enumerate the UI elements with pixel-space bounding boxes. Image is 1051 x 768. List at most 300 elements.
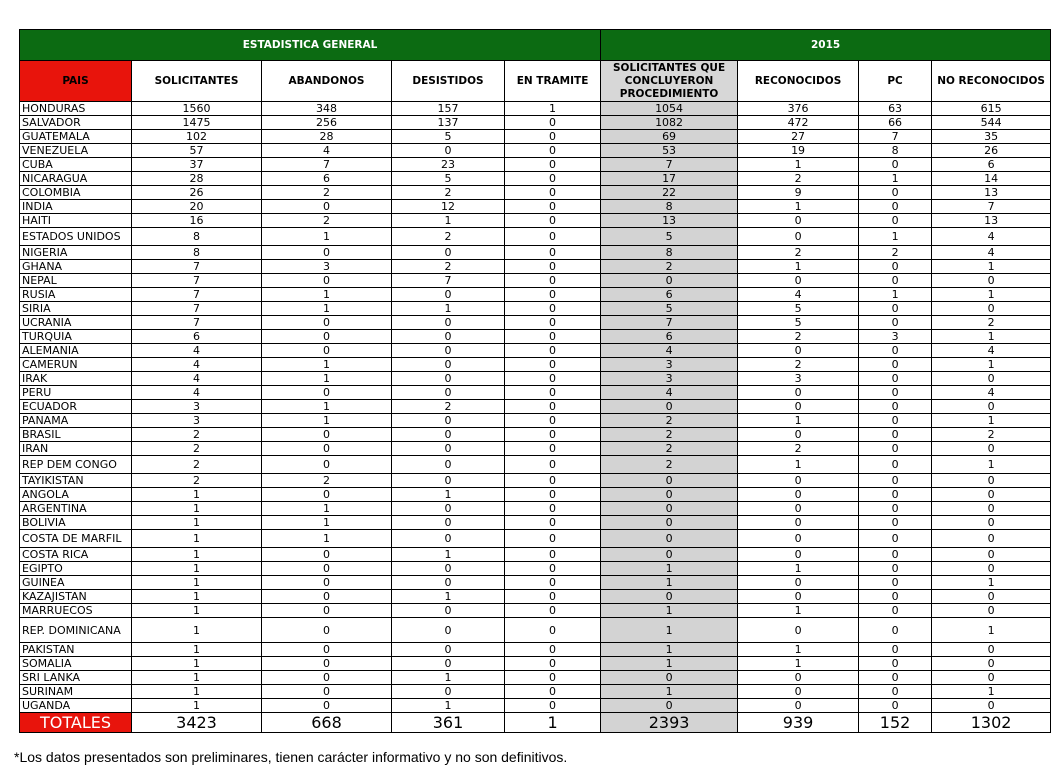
value-cell: 0 [262, 576, 392, 590]
value-cell: 0 [859, 186, 932, 200]
value-cell: 8 [601, 200, 738, 214]
value-cell: 0 [738, 474, 859, 488]
value-cell: 1 [392, 302, 505, 316]
table-row [20, 562, 1051, 576]
value-cell: 3 [601, 358, 738, 372]
value-cell: 0 [601, 516, 738, 530]
value-cell: 0 [505, 548, 601, 562]
value-cell: 4 [932, 246, 1051, 260]
country-cell: PANAMA [20, 414, 132, 428]
value-cell: 0 [505, 562, 601, 576]
value-cell: 2 [132, 474, 262, 488]
country-cell: HONDURAS [20, 102, 132, 116]
country-cell: GUINEA [20, 576, 132, 590]
value-cell: 0 [262, 200, 392, 214]
value-cell: 2 [738, 246, 859, 260]
value-cell: 0 [859, 456, 932, 474]
value-cell: 26 [932, 144, 1051, 158]
table-row [20, 442, 1051, 456]
value-cell: 7 [132, 288, 262, 302]
table-row [20, 671, 1051, 685]
value-cell: 0 [505, 344, 601, 358]
table-row [20, 414, 1051, 428]
table-row [20, 699, 1051, 713]
value-cell: 7 [132, 274, 262, 288]
col-header-desistidos: DESISTIDOS [392, 61, 505, 102]
value-cell: 20 [132, 200, 262, 214]
value-cell: 0 [738, 488, 859, 502]
value-cell: 26 [132, 186, 262, 200]
table-row [20, 274, 1051, 288]
value-cell: 1 [932, 358, 1051, 372]
value-cell: 0 [932, 657, 1051, 671]
value-cell: 0 [505, 502, 601, 516]
value-cell: 28 [132, 172, 262, 186]
value-cell: 1 [738, 643, 859, 657]
value-cell: 0 [392, 685, 505, 699]
value-cell: 0 [601, 502, 738, 516]
value-cell: 0 [505, 316, 601, 330]
value-cell: 0 [392, 358, 505, 372]
value-cell: 6 [132, 330, 262, 344]
value-cell: 1 [601, 562, 738, 576]
value-cell: 544 [932, 116, 1051, 130]
value-cell: 0 [505, 214, 601, 228]
value-cell: 0 [859, 372, 932, 386]
value-cell: 1 [505, 102, 601, 116]
value-cell: 0 [738, 576, 859, 590]
country-cell: COSTA RICA [20, 548, 132, 562]
value-cell: 0 [738, 344, 859, 358]
value-cell: 27 [738, 130, 859, 144]
value-cell: 2 [132, 456, 262, 474]
value-cell: 0 [859, 502, 932, 516]
value-cell: 0 [932, 488, 1051, 502]
country-cell: RUSIA [20, 288, 132, 302]
table-row [20, 590, 1051, 604]
value-cell: 0 [859, 158, 932, 172]
value-cell: 1 [262, 288, 392, 302]
value-cell: 0 [601, 590, 738, 604]
value-cell: 0 [859, 316, 932, 330]
value-cell: 1475 [132, 116, 262, 130]
value-cell: 1 [859, 228, 932, 246]
value-cell: 2 [601, 428, 738, 442]
value-cell: 2 [738, 442, 859, 456]
value-cell: 0 [859, 576, 932, 590]
value-cell: 0 [932, 302, 1051, 316]
value-cell: 0 [262, 657, 392, 671]
value-cell: 0 [932, 604, 1051, 618]
value-cell: 2 [601, 456, 738, 474]
value-cell: 0 [505, 400, 601, 414]
value-cell: 69 [601, 130, 738, 144]
value-cell: 2 [932, 428, 1051, 442]
value-cell: 1 [738, 200, 859, 214]
col-header-abandonos: ABANDONOS [262, 61, 392, 102]
column-header-row [20, 61, 1051, 102]
value-cell: 4 [262, 144, 392, 158]
country-cell: HAITI [20, 214, 132, 228]
value-cell: 0 [932, 372, 1051, 386]
table-row [20, 372, 1051, 386]
value-cell: 6 [932, 158, 1051, 172]
value-cell: 0 [505, 288, 601, 302]
value-cell: 1 [132, 657, 262, 671]
country-cell: ALEMANIA [20, 344, 132, 358]
value-cell: 4 [132, 372, 262, 386]
value-cell: 0 [262, 344, 392, 358]
value-cell: 0 [859, 671, 932, 685]
value-cell: 0 [505, 474, 601, 488]
value-cell: 1 [132, 488, 262, 502]
value-cell: 0 [601, 671, 738, 685]
value-cell: 0 [262, 386, 392, 400]
value-cell: 0 [859, 260, 932, 274]
value-cell: 0 [505, 172, 601, 186]
value-cell: 0 [738, 386, 859, 400]
value-cell: 0 [505, 604, 601, 618]
value-cell: 157 [392, 102, 505, 116]
table-row [20, 172, 1051, 186]
table-title: ESTADISTICA GENERAL [20, 30, 601, 61]
value-cell: 5 [738, 316, 859, 330]
value-cell: 0 [392, 562, 505, 576]
value-cell: 1 [262, 414, 392, 428]
value-cell: 0 [859, 590, 932, 604]
value-cell: 4 [601, 386, 738, 400]
value-cell: 8 [601, 246, 738, 260]
value-cell: 3 [738, 372, 859, 386]
value-cell: 0 [932, 590, 1051, 604]
value-cell: 0 [738, 590, 859, 604]
value-cell: 19 [738, 144, 859, 158]
country-cell: CUBA [20, 158, 132, 172]
value-cell: 4 [932, 386, 1051, 400]
value-cell: 0 [932, 442, 1051, 456]
value-cell: 2 [601, 414, 738, 428]
value-cell: 4 [132, 344, 262, 358]
col-header-reconocidos: RECONOCIDOS [738, 61, 859, 102]
value-cell: 2 [262, 186, 392, 200]
value-cell: 102 [132, 130, 262, 144]
value-cell: 1 [392, 548, 505, 562]
country-cell: VENEZUELA [20, 144, 132, 158]
value-cell: 0 [262, 246, 392, 260]
value-cell: 2 [262, 474, 392, 488]
value-cell: 0 [859, 428, 932, 442]
value-cell: 0 [262, 685, 392, 699]
table-row [20, 116, 1051, 130]
value-cell: 0 [859, 685, 932, 699]
value-cell: 1 [392, 488, 505, 502]
value-cell: 0 [505, 442, 601, 456]
table-body [20, 102, 1051, 713]
value-cell: 2 [601, 260, 738, 274]
value-cell: 0 [392, 344, 505, 358]
value-cell: 0 [505, 488, 601, 502]
value-cell: 0 [505, 144, 601, 158]
table-row [20, 400, 1051, 414]
value-cell: 2 [132, 442, 262, 456]
table-row [20, 456, 1051, 474]
value-cell: 1 [262, 400, 392, 414]
table-row [20, 618, 1051, 643]
value-cell: 0 [505, 260, 601, 274]
value-cell: 1 [932, 685, 1051, 699]
value-cell: 1 [601, 657, 738, 671]
value-cell: 1 [132, 562, 262, 576]
value-cell: 0 [505, 685, 601, 699]
value-cell: 35 [932, 130, 1051, 144]
value-cell: 0 [738, 502, 859, 516]
value-cell: 0 [392, 643, 505, 657]
table-row [20, 643, 1051, 657]
country-cell: EGIPTO [20, 562, 132, 576]
value-cell: 5 [392, 130, 505, 144]
value-cell: 0 [262, 590, 392, 604]
totals-label: TOTALES [20, 713, 132, 733]
statistics-table-container [19, 29, 1045, 733]
country-cell: PAKISTAN [20, 643, 132, 657]
value-cell: 6 [601, 330, 738, 344]
table-row [20, 530, 1051, 548]
value-cell: 7 [601, 316, 738, 330]
totals-cell: 1 [505, 713, 601, 733]
country-cell: SALVADOR [20, 116, 132, 130]
value-cell: 256 [262, 116, 392, 130]
table-row [20, 186, 1051, 200]
country-cell: BRASIL [20, 428, 132, 442]
value-cell: 5 [392, 172, 505, 186]
country-cell: REP DEM CONGO [20, 456, 132, 474]
value-cell: 0 [392, 330, 505, 344]
value-cell: 3 [132, 400, 262, 414]
value-cell: 0 [932, 699, 1051, 713]
value-cell: 1 [932, 456, 1051, 474]
value-cell: 0 [601, 400, 738, 414]
title-row [20, 30, 1051, 61]
table-row [20, 576, 1051, 590]
value-cell: 57 [132, 144, 262, 158]
value-cell: 0 [932, 548, 1051, 562]
value-cell: 1 [132, 516, 262, 530]
country-cell: ESTADOS UNIDOS [20, 228, 132, 246]
value-cell: 0 [505, 116, 601, 130]
statistics-table [19, 29, 1051, 733]
value-cell: 0 [392, 144, 505, 158]
value-cell: 0 [505, 414, 601, 428]
footnote: *Los datos presentados son preliminares, tienen carácter informativo y no son definitivos. [14, 749, 568, 765]
table-row [20, 288, 1051, 302]
value-cell: 0 [738, 548, 859, 562]
value-cell: 2 [392, 228, 505, 246]
value-cell: 0 [392, 516, 505, 530]
value-cell: 2 [738, 330, 859, 344]
value-cell: 0 [859, 618, 932, 643]
value-cell: 0 [859, 302, 932, 316]
value-cell: 22 [601, 186, 738, 200]
value-cell: 0 [262, 699, 392, 713]
value-cell: 0 [738, 618, 859, 643]
value-cell: 0 [262, 442, 392, 456]
col-header-en-tramite: EN TRAMITE [505, 61, 601, 102]
value-cell: 1 [932, 330, 1051, 344]
value-cell: 0 [932, 671, 1051, 685]
totals-cell: 668 [262, 713, 392, 733]
value-cell: 1 [601, 685, 738, 699]
value-cell: 0 [859, 474, 932, 488]
country-cell: NEPAL [20, 274, 132, 288]
value-cell: 6 [262, 172, 392, 186]
value-cell: 4 [132, 358, 262, 372]
value-cell: 7 [932, 200, 1051, 214]
value-cell: 1 [738, 604, 859, 618]
value-cell: 1 [262, 228, 392, 246]
value-cell: 0 [392, 604, 505, 618]
col-header-solicitantes: SOLICITANTES [132, 61, 262, 102]
value-cell: 0 [505, 200, 601, 214]
value-cell: 0 [505, 643, 601, 657]
value-cell: 0 [859, 604, 932, 618]
value-cell: 0 [859, 699, 932, 713]
table-row [20, 316, 1051, 330]
value-cell: 376 [738, 102, 859, 116]
value-cell: 5 [601, 228, 738, 246]
value-cell: 1 [132, 685, 262, 699]
table-row [20, 260, 1051, 274]
table-row [20, 502, 1051, 516]
table-year: 2015 [601, 30, 1051, 61]
value-cell: 2 [738, 172, 859, 186]
country-cell: SRI LANKA [20, 671, 132, 685]
value-cell: 28 [262, 130, 392, 144]
value-cell: 0 [738, 699, 859, 713]
value-cell: 0 [505, 530, 601, 548]
table-row [20, 685, 1051, 699]
value-cell: 1 [262, 502, 392, 516]
value-cell: 1 [262, 302, 392, 316]
value-cell: 8 [132, 228, 262, 246]
table-row [20, 428, 1051, 442]
value-cell: 1 [738, 260, 859, 274]
value-cell: 1 [132, 590, 262, 604]
value-cell: 0 [505, 158, 601, 172]
value-cell: 7 [392, 274, 505, 288]
value-cell: 0 [859, 344, 932, 358]
value-cell: 0 [738, 530, 859, 548]
value-cell: 1 [392, 699, 505, 713]
value-cell: 1 [132, 576, 262, 590]
value-cell: 0 [505, 246, 601, 260]
value-cell: 2 [392, 260, 505, 274]
value-cell: 0 [505, 386, 601, 400]
totals-cell: 1302 [932, 713, 1051, 733]
value-cell: 0 [392, 618, 505, 643]
value-cell: 66 [859, 116, 932, 130]
value-cell: 0 [505, 228, 601, 246]
value-cell: 0 [601, 474, 738, 488]
value-cell: 0 [505, 274, 601, 288]
value-cell: 63 [859, 102, 932, 116]
country-cell: CAMERUN [20, 358, 132, 372]
value-cell: 1 [132, 502, 262, 516]
value-cell: 14 [932, 172, 1051, 186]
value-cell: 0 [932, 502, 1051, 516]
value-cell: 12 [392, 200, 505, 214]
value-cell: 7 [132, 260, 262, 274]
value-cell: 1 [601, 576, 738, 590]
value-cell: 0 [601, 488, 738, 502]
value-cell: 0 [738, 685, 859, 699]
country-cell: NICARAGUA [20, 172, 132, 186]
totals-row [20, 713, 1051, 733]
country-cell: ANGOLA [20, 488, 132, 502]
value-cell: 1 [601, 604, 738, 618]
value-cell: 0 [601, 530, 738, 548]
value-cell: 0 [859, 516, 932, 530]
value-cell: 1560 [132, 102, 262, 116]
value-cell: 7 [601, 158, 738, 172]
value-cell: 0 [505, 302, 601, 316]
table-row [20, 228, 1051, 246]
country-cell: INDIA [20, 200, 132, 214]
table-row [20, 302, 1051, 316]
value-cell: 0 [859, 643, 932, 657]
table-row [20, 330, 1051, 344]
table-row [20, 144, 1051, 158]
value-cell: 1 [392, 214, 505, 228]
totals-cell: 3423 [132, 713, 262, 733]
value-cell: 0 [505, 330, 601, 344]
value-cell: 0 [392, 474, 505, 488]
value-cell: 0 [738, 274, 859, 288]
country-cell: IRAN [20, 442, 132, 456]
totals-cell: 2393 [601, 713, 738, 733]
table-row [20, 344, 1051, 358]
value-cell: 0 [262, 456, 392, 474]
value-cell: 1054 [601, 102, 738, 116]
value-cell: 0 [859, 414, 932, 428]
table-row [20, 488, 1051, 502]
country-cell: TURQUIA [20, 330, 132, 344]
country-cell: GUATEMALA [20, 130, 132, 144]
value-cell: 1 [262, 358, 392, 372]
value-cell: 2 [262, 214, 392, 228]
value-cell: 0 [932, 400, 1051, 414]
value-cell: 23 [392, 158, 505, 172]
value-cell: 53 [601, 144, 738, 158]
value-cell: 1 [738, 562, 859, 576]
value-cell: 1 [132, 699, 262, 713]
value-cell: 0 [392, 456, 505, 474]
table-row [20, 474, 1051, 488]
value-cell: 1 [859, 288, 932, 302]
country-cell: KAZAJISTAN [20, 590, 132, 604]
country-cell: REP. DOMINICANA [20, 618, 132, 643]
value-cell: 0 [262, 316, 392, 330]
value-cell: 1 [932, 260, 1051, 274]
value-cell: 1 [392, 590, 505, 604]
country-cell: SURINAM [20, 685, 132, 699]
value-cell: 2 [392, 400, 505, 414]
country-cell: IRAK [20, 372, 132, 386]
value-cell: 0 [601, 274, 738, 288]
value-cell: 0 [505, 358, 601, 372]
value-cell: 1 [738, 158, 859, 172]
value-cell: 2 [132, 428, 262, 442]
table-row [20, 358, 1051, 372]
